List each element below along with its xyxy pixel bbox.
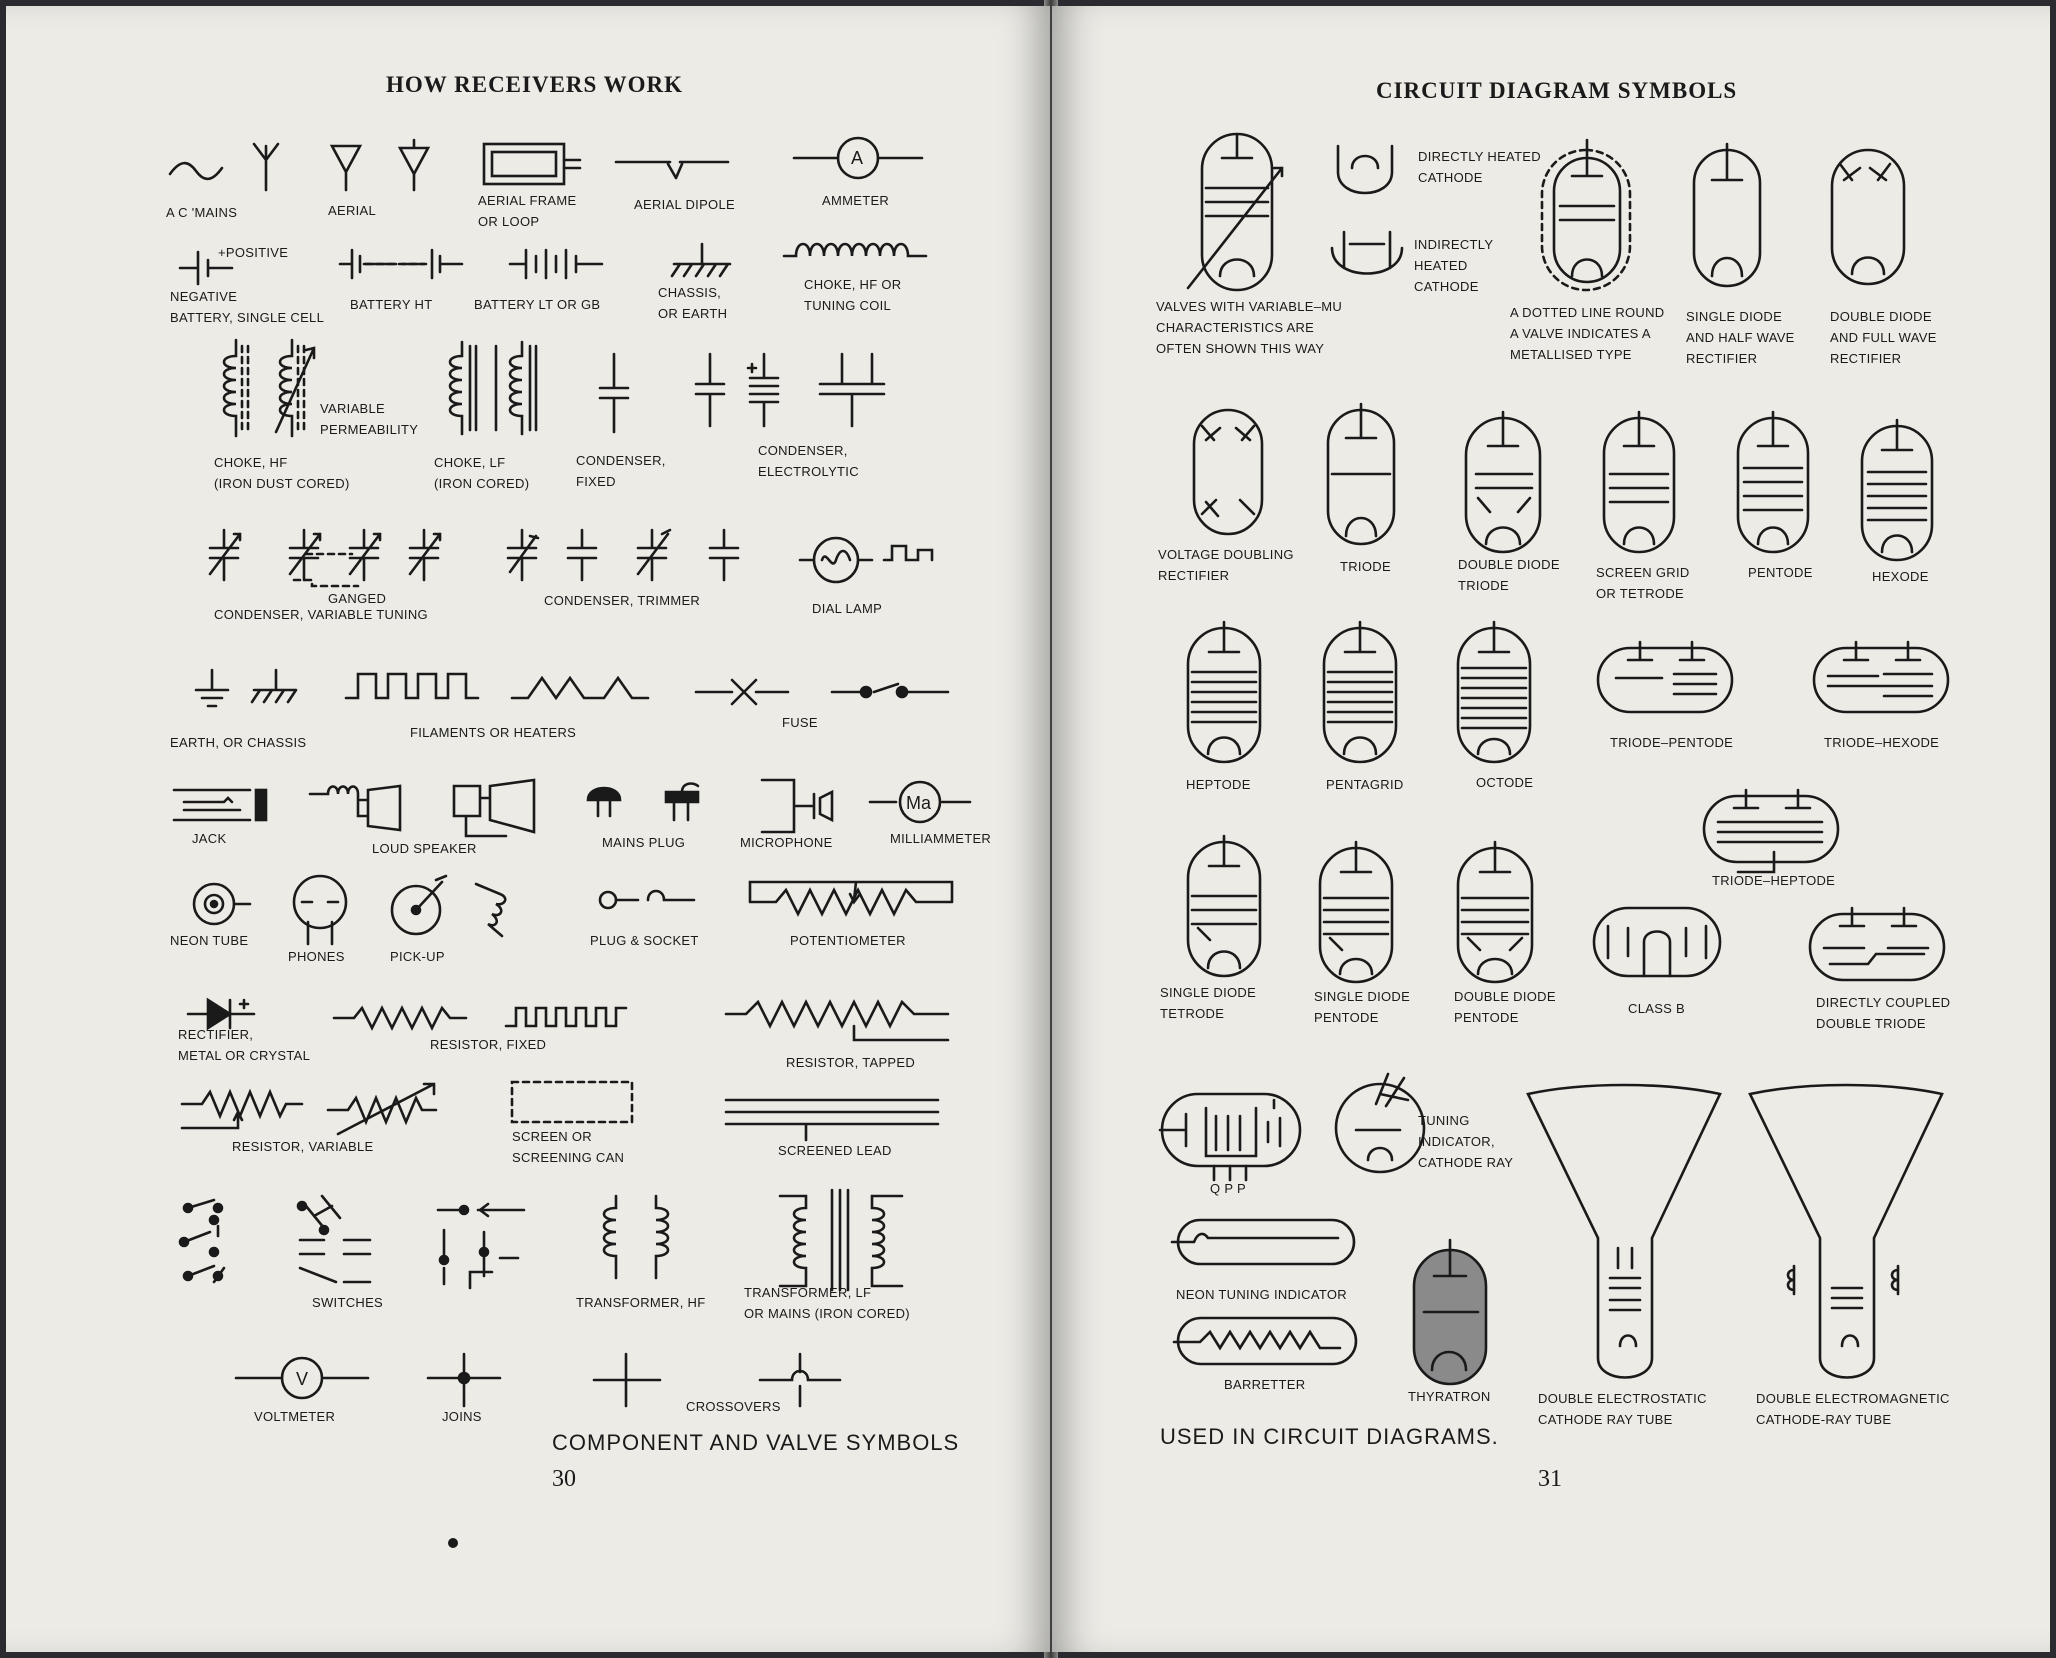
label-potentiometer: POTENTIOMETER xyxy=(790,933,906,948)
voltmeter-symbol xyxy=(232,1352,372,1402)
label-resistor-variable: RESISTOR, VARIABLE xyxy=(232,1139,374,1154)
left-page xyxy=(6,6,1050,1652)
ac-mains-symbol xyxy=(166,156,226,186)
label-transformer-hf: TRANSFORMER, HF xyxy=(576,1295,706,1310)
chassis-symbol xyxy=(666,240,736,284)
label-milliammeter: MILLIAMMETER xyxy=(890,831,992,846)
label-transformer-lf: TRANSFORMER, LF OR MAINS (IRON CORED) xyxy=(744,1285,910,1321)
pick-up-symbols xyxy=(386,870,526,940)
label-condenser-variable: CONDENSER, VARIABLE TUNING xyxy=(214,607,428,622)
microphone-symbol xyxy=(758,776,848,836)
label-voltmeter: VOLTMETER xyxy=(254,1409,336,1424)
label-directly-coupled: DIRECTLY COUPLED DOUBLE TRIODE xyxy=(1816,995,1951,1031)
double-diode-pentode-symbol xyxy=(1452,842,1542,992)
label-triode-hexode: TRIODE–HEXODE xyxy=(1824,735,1940,750)
label-positive: +POSITIVE xyxy=(218,245,289,260)
class-b-symbol xyxy=(1588,902,1728,982)
label-resistor-fixed: RESISTOR, FIXED xyxy=(430,1037,547,1052)
switches-symbols xyxy=(174,1192,404,1302)
voltage-doubling-valve-symbol xyxy=(1184,404,1274,544)
qpp-valve-symbol xyxy=(1156,1084,1306,1184)
label-pentode: PENTODE xyxy=(1748,565,1813,580)
label-indirectly-heated: INDIRECTLY HEATED CATHODE xyxy=(1414,237,1494,294)
phones-symbol xyxy=(286,872,356,952)
label-triode-heptode: TRIODE–HEPTODE xyxy=(1712,873,1836,888)
barretter-symbol xyxy=(1170,1304,1370,1374)
directly-heated-cathode-symbol xyxy=(1322,142,1412,202)
label-phones: PHONES xyxy=(288,949,345,964)
condenser-variable-symbols xyxy=(202,526,442,586)
label-ammeter: AMMETER xyxy=(822,193,890,208)
label-neon-tube: NEON TUBE xyxy=(170,933,249,948)
page-header: CIRCUIT DIAGRAM SYMBOLS xyxy=(1376,78,1738,103)
label-double-electrostatic: DOUBLE ELECTROSTATIC CATHODE RAY TUBE xyxy=(1538,1391,1707,1427)
screened-lead-symbol xyxy=(722,1092,942,1142)
label-qpp: Q P P xyxy=(1210,1181,1246,1196)
neon-tuning-indicator-symbol xyxy=(1168,1212,1368,1272)
ammeter-symbol xyxy=(790,136,926,182)
label-voltage-doubling: VOLTAGE DOUBLING RECTIFIER xyxy=(1158,547,1294,583)
indirectly-heated-cathode-symbol xyxy=(1324,228,1414,288)
svg-text:Ma: Ma xyxy=(906,793,932,813)
label-single-diode-tetrode: SINGLE DIODE TETRODE xyxy=(1160,985,1257,1021)
label-neon-tuning: NEON TUNING INDICATOR xyxy=(1176,1287,1347,1302)
label-battery-lt: BATTERY LT OR GB xyxy=(474,297,601,312)
mains-plug-symbols xyxy=(584,778,704,838)
label-ac-mains: A C 'MAINS xyxy=(166,205,238,220)
label-double-diode-full: DOUBLE DIODE AND FULL WAVE RECTIFIER xyxy=(1830,309,1937,366)
page-number: 30 xyxy=(552,1466,576,1492)
label-aerial-frame: AERIAL FRAME OR LOOP xyxy=(478,193,577,229)
label-condenser-electrolytic: CONDENSER, ELECTROLYTIC xyxy=(758,443,859,479)
label-double-diode-pentode: DOUBLE DIODE PENTODE xyxy=(1454,989,1556,1025)
single-diode-valve-symbol xyxy=(1688,144,1768,294)
label-jack: JACK xyxy=(192,831,227,846)
variable-mu-valve-symbol xyxy=(1182,128,1292,298)
label-double-electromagnetic: DOUBLE ELECTROMAGNETIC CATHODE-RAY TUBE xyxy=(1756,1391,1950,1427)
hexode-valve-symbol xyxy=(1856,420,1946,570)
label-joins: JOINS xyxy=(442,1409,482,1424)
condenser-trimmer-symbols xyxy=(502,526,742,586)
label-ganged: GANGED xyxy=(328,591,387,606)
single-diode-tetrode-symbol xyxy=(1182,836,1272,986)
label-negative: NEGATIVE BATTERY, SINGLE CELL xyxy=(170,289,325,325)
label-chassis: CHASSIS, OR EARTH xyxy=(658,285,728,321)
label-dial-lamp: DIAL LAMP xyxy=(812,601,883,616)
choke-lf-symbol xyxy=(432,338,542,438)
double-electromagnetic-crt-symbol xyxy=(1746,1088,1946,1388)
octode-valve-symbol xyxy=(1452,622,1542,772)
joins-symbol xyxy=(424,1350,504,1410)
aerial-symbols xyxy=(246,140,446,200)
choke-hf-iron-symbols xyxy=(206,336,326,446)
thyratron-symbol xyxy=(1402,1236,1502,1396)
resistor-tapped-symbol xyxy=(722,996,952,1046)
triode-hexode-symbol xyxy=(1808,638,1958,718)
label-choke-hf-tuning: CHOKE, HF OR TUNING COIL xyxy=(804,277,902,313)
earth-symbols xyxy=(192,666,302,726)
transformer-lf-symbol xyxy=(776,1186,906,1296)
pentagrid-valve-symbol xyxy=(1318,622,1408,772)
choke-hf-tuning-symbol xyxy=(780,234,930,274)
filaments-symbols xyxy=(342,666,652,706)
plug-socket-symbol xyxy=(590,878,700,918)
label-filaments: FILAMENTS OR HEATERS xyxy=(410,725,577,740)
label-variable-permeability: VARIABLE PERMEABILITY xyxy=(320,401,419,437)
condenser-electrolytic-symbols xyxy=(692,350,892,430)
label-barretter: BARRETTER xyxy=(1224,1377,1306,1392)
label-choke-lf: CHOKE, LF (IRON CORED) xyxy=(434,455,530,491)
page-number: 31 xyxy=(1538,1466,1562,1492)
milliammeter-symbol xyxy=(866,780,976,826)
heptode-valve-symbol xyxy=(1182,622,1272,772)
label-single-diode-half: SINGLE DIODE AND HALF WAVE RECTIFIER xyxy=(1686,309,1795,366)
pentode-valve-symbol xyxy=(1732,412,1822,562)
right-page xyxy=(1052,6,2050,1652)
label-single-diode-pentode: SINGLE DIODE PENTODE xyxy=(1314,989,1411,1025)
screen-can-symbol xyxy=(508,1078,638,1128)
label-double-diode-triode: DOUBLE DIODE TRIODE xyxy=(1458,557,1560,593)
label-fuse: FUSE xyxy=(782,715,818,730)
label-switches: SWITCHES xyxy=(312,1295,384,1310)
fuse-symbols xyxy=(692,672,952,712)
page-footer: COMPONENT AND VALVE SYMBOLS xyxy=(552,1430,960,1455)
aerial-frame-symbol xyxy=(476,136,586,196)
label-screen-can: SCREEN OR SCREENING CAN xyxy=(512,1129,625,1165)
label-pentagrid: PENTAGRID xyxy=(1326,777,1404,792)
label-screened-lead: SCREENED LEAD xyxy=(778,1143,892,1158)
directly-coupled-double-triode-symbol xyxy=(1804,904,1954,994)
label-earth-chassis: EARTH, OR CHASSIS xyxy=(170,735,307,750)
neon-tube-symbol xyxy=(192,880,252,930)
label-class-b: CLASS B xyxy=(1628,1001,1686,1016)
resistor-fixed-symbols xyxy=(330,1000,630,1036)
dial-lamp-symbols xyxy=(796,536,946,586)
double-diode-valve-symbol xyxy=(1826,144,1916,294)
jack-symbol xyxy=(170,782,280,828)
battery-lt-symbol xyxy=(506,244,606,284)
label-thyratron: THYRATRON xyxy=(1408,1389,1491,1404)
label-battery-ht: BATTERY HT xyxy=(350,297,433,312)
triode-valve-symbol xyxy=(1322,404,1402,554)
battery-ht-symbol xyxy=(336,244,466,284)
label-heptode: HEPTODE xyxy=(1186,777,1251,792)
loud-speaker-symbols xyxy=(306,776,546,846)
single-diode-pentode-symbol xyxy=(1314,842,1404,992)
paper-blemish xyxy=(448,1538,458,1548)
label-screen-grid: SCREEN GRID OR TETRODE xyxy=(1596,565,1690,601)
label-dotted-line: A DOTTED LINE ROUND A VALVE INDICATES A METALLISED TYPE xyxy=(1510,305,1665,362)
label-mains-plug: MAINS PLUG xyxy=(602,835,686,850)
label-pick-up: PICK-UP xyxy=(390,949,445,964)
page-header: HOW RECEIVERS WORK xyxy=(386,72,684,97)
svg-text:A: A xyxy=(851,148,864,168)
triode-heptode-symbol xyxy=(1698,786,1848,876)
label-rectifier: RECTIFIER, METAL OR CRYSTAL xyxy=(178,1027,311,1063)
label-hexode: HEXODE xyxy=(1872,569,1929,584)
label-triode-pentode: TRIODE–PENTODE xyxy=(1610,735,1734,750)
screen-grid-valve-symbol xyxy=(1598,412,1688,562)
label-tuning-indicator: TUNING INDICATOR, CATHODE RAY xyxy=(1418,1113,1514,1170)
switches-symbols-2 xyxy=(434,1196,534,1296)
double-electrostatic-crt-symbol xyxy=(1524,1088,1724,1388)
aerial-dipole-symbol xyxy=(612,150,732,190)
double-diode-triode-symbol xyxy=(1460,412,1550,562)
label-variable-mu: VALVES WITH VARIABLE–MU CHARACTERISTICS ARE OFTEN SHOWN THIS WAY xyxy=(1156,299,1343,356)
label-condenser-fixed: CONDENSER, FIXED xyxy=(576,453,666,489)
label-crossovers: CROSSOVERS xyxy=(686,1399,781,1414)
label-resistor-tapped: RESISTOR, TAPPED xyxy=(786,1055,916,1070)
resistor-variable-symbols xyxy=(178,1080,468,1140)
page-footer: USED IN CIRCUIT DIAGRAMS. xyxy=(1160,1424,1499,1449)
label-directly-heated: DIRECTLY HEATED CATHODE xyxy=(1418,149,1541,185)
svg-text:V: V xyxy=(296,1369,309,1389)
potentiometer-symbol xyxy=(746,878,956,928)
condenser-fixed-symbol xyxy=(596,350,632,436)
label-microphone: MICROPHONE xyxy=(740,835,833,850)
label-triode: TRIODE xyxy=(1340,559,1391,574)
label-octode: OCTODE xyxy=(1476,775,1534,790)
label-aerial: AERIAL xyxy=(328,203,377,218)
label-condenser-trimmer: CONDENSER, TRIMMER xyxy=(544,593,701,608)
label-plug-socket: PLUG & SOCKET xyxy=(590,933,699,948)
metallised-valve-symbol xyxy=(1538,136,1638,306)
triode-pentode-symbol xyxy=(1592,638,1742,718)
transformer-hf-symbol xyxy=(586,1192,696,1282)
label-loud-speaker: LOUD SPEAKER xyxy=(372,841,477,856)
label-aerial-dipole: AERIAL DIPOLE xyxy=(634,197,735,212)
label-choke-hf-iron: CHOKE, HF (IRON DUST CORED) xyxy=(214,455,350,491)
